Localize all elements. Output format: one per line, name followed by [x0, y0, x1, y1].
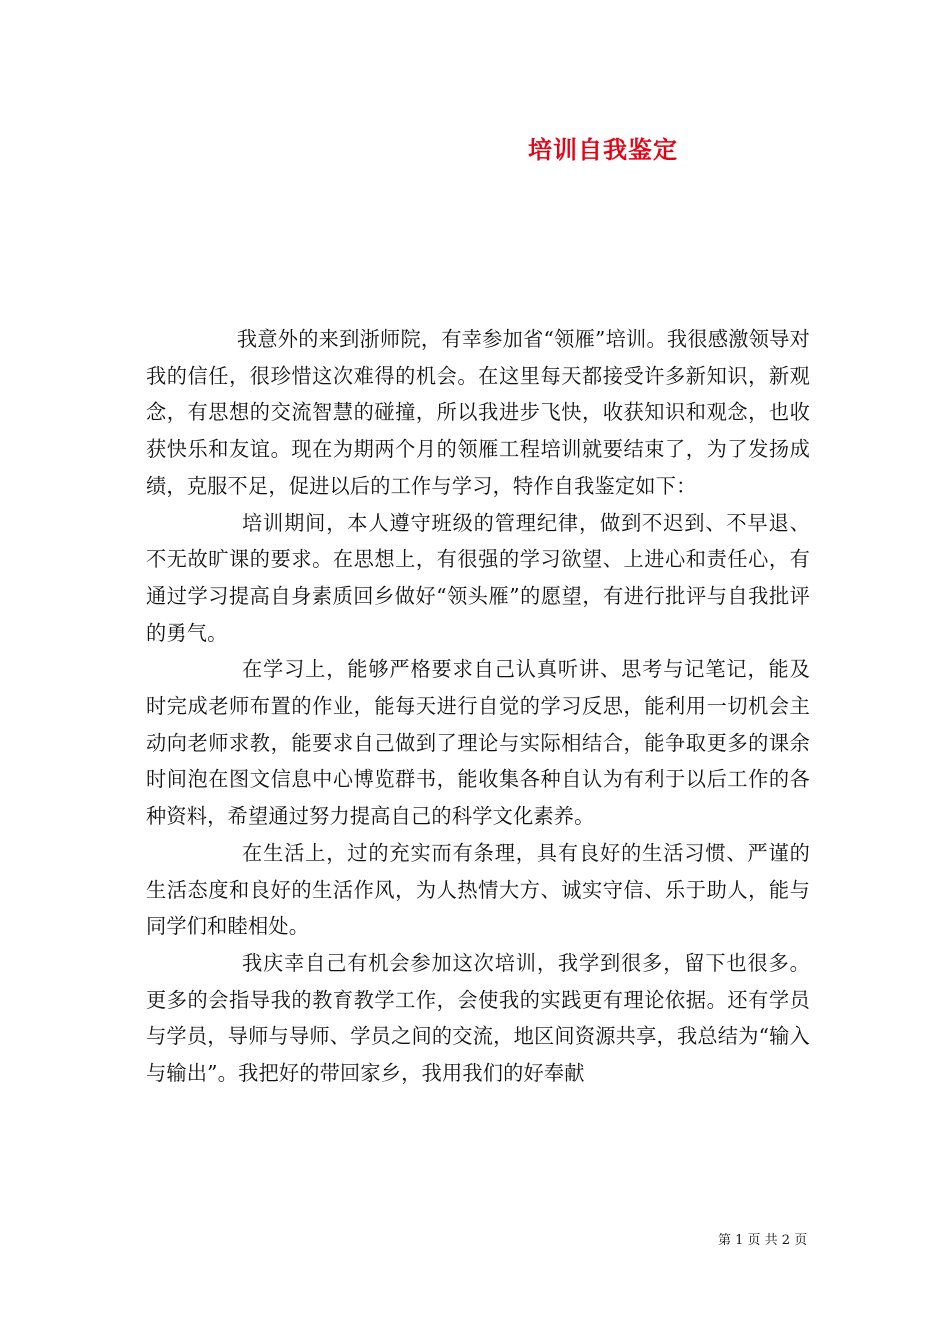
document-body: [146, 321, 810, 1092]
document-title: 培训自我鉴定: [528, 135, 678, 164]
paragraph-intro: 我意外的来到浙师院，有幸参加省“领雁”培训。我很感激领导对我的信任，很珍惜这次难得的机会。在这里每天都接受许多新知识，新观念，有思想的交流智慧的碰撞，所以我进步飞快，收获知识和观念，也收获快乐和友谊。现在为期两个月的领雁工程培训就要结束了，为了发扬成绩，克服不足，促进以后的工作与学习，特作自我鉴定如下：: [146, 327, 810, 498]
paragraph-life: 在生活上，过的充实而有条理，具有良好的生活习惯、严谨的生活态度和良好的生活作风，为人热情大方、诚实守信、乐于助人，能与同学们和睦相处。: [146, 840, 810, 939]
paragraph-conclusion: 我庆幸自己有机会参加这次培训，我学到很多，留下也很多。更多的会指导我的教育教学工作，会使我的实践更有理论依据。还有学员与学员，导师与导师、学员之间的交流，地区间资源共享，我总结为“输入与输出”。我把好的带回家乡，我用我们的好奉献: [146, 950, 810, 1086]
paragraph-study: 在学习上，能够严格要求自己认真听讲、思考与记笔记，能及时完成老师布置的作业，能每天进行自觉的学习反思，能利用一切机会主动向老师求教，能要求自己做到了理论与实际相结合，能争取更多的课余时间泡在图文信息中心博览群书，能收集各种自认为有利于以后工作的各种资料，希望通过努力提高自己的科学文化素养。: [146, 657, 810, 829]
paragraph-discipline: 培训期间，本人遵守班级的管理纪律，做到不迟到、不早退、不无故旷课的要求。在思想上，有很强的学习欲望、上进心和责任心，有通过学习提高自身素质回乡做好“领头雁”的愿望，有进行批评与自我批评的勇气。: [146, 510, 810, 645]
page-number-footer: 第 1 页 共 2 页: [718, 1233, 808, 1248]
